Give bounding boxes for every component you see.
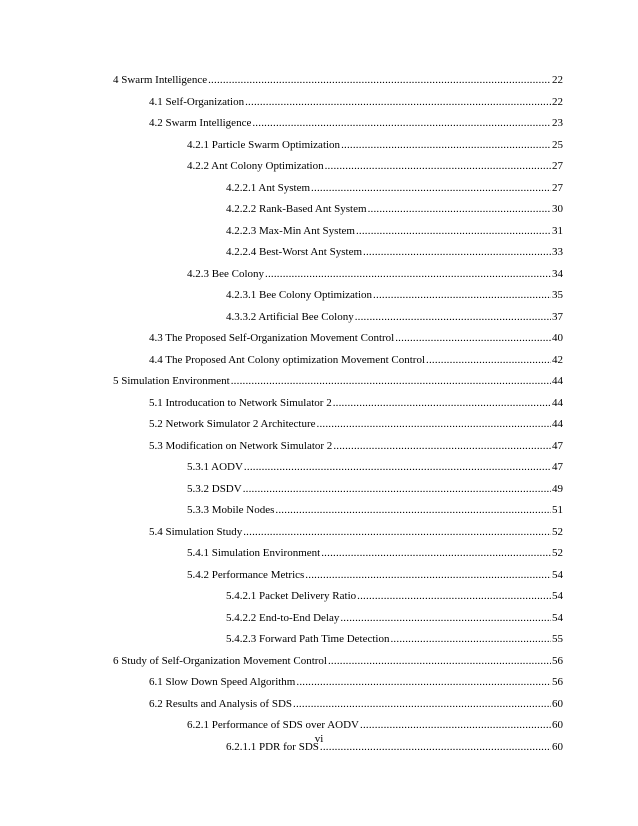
toc-dot-leader — [293, 697, 551, 711]
toc-entry-title: 6.1 Slow Down Speed Algorithm — [149, 676, 296, 688]
toc-dot-leader — [245, 95, 551, 109]
toc-entry-page: 56 — [552, 676, 563, 688]
toc-dot-leader — [395, 331, 551, 345]
toc-entry-title: 4.2.2.2 Rank-Based Ant System — [226, 203, 367, 215]
toc-entry-title: 5.4.2.3 Forward Path Time Detection — [226, 633, 390, 645]
toc-entry[interactable] — [226, 181, 563, 195]
toc-dot-leader — [296, 675, 551, 689]
toc-entry-page: 31 — [552, 224, 563, 237]
toc-entry-page: 47 — [552, 439, 563, 452]
toc-entry[interactable] — [149, 675, 563, 689]
toc-entry-page: 52 — [552, 547, 563, 559]
toc-dot-leader — [356, 224, 551, 238]
toc-entry-title: 4.2.2 Ant Colony Optimization — [187, 160, 324, 172]
toc-entry-title: 4.2.3 Bee Colony — [187, 267, 264, 280]
toc-entry-page: 54 — [552, 590, 563, 602]
toc-entry-page: 51 — [552, 504, 563, 516]
toc-entry-page: 30 — [552, 203, 563, 215]
toc-entry-page: 40 — [552, 332, 563, 344]
toc-entry-title: 4.2.2.4 Best-Worst Ant System — [226, 246, 363, 258]
toc-entry[interactable] — [149, 95, 563, 109]
toc-entry-title: 6 Study of Self-Organization Movement Control — [113, 654, 327, 667]
toc-entry[interactable] — [226, 224, 563, 238]
toc-entry-title: 5.4.2.1 Packet Delivery Ratio — [226, 590, 357, 602]
page-number: vi — [314, 733, 324, 745]
toc-dot-leader — [231, 374, 551, 388]
toc-entry[interactable] — [187, 460, 563, 474]
toc-entry-title: 6.2.1.1 PDR for SDS — [226, 740, 319, 753]
toc-entry-title: 6.2.1 Performance of SDS over AODV — [187, 719, 359, 731]
toc-entry-page: 33 — [552, 246, 563, 258]
toc-dot-leader — [275, 503, 551, 517]
toc-entry-page: 60 — [552, 719, 563, 731]
toc-dot-leader — [252, 116, 551, 130]
toc-entry-page: 22 — [552, 95, 563, 108]
toc-entry-title: 4.3.3.2 Artificial Bee Colony — [226, 310, 354, 323]
toc-entry-title: 4.4 The Proposed Ant Colony optimization Movement Control — [149, 353, 426, 366]
toc-entry[interactable] — [149, 417, 563, 431]
toc-dot-leader — [333, 439, 551, 453]
toc-dot-leader — [363, 245, 551, 259]
toc-dot-leader — [426, 353, 551, 367]
toc-dot-leader — [305, 568, 551, 582]
toc-entry-page: 27 — [552, 160, 563, 172]
toc-entry-title: 5.4 Simulation Study — [149, 525, 243, 538]
toc-entry[interactable] — [149, 116, 563, 130]
toc-entry[interactable] — [113, 374, 563, 388]
toc-entry-title: 5.1 Introducation to Network Simulator 2 — [149, 396, 332, 409]
toc-entry-page: 44 — [552, 418, 563, 430]
toc-entry[interactable] — [226, 245, 563, 259]
toc-entry-page: 22 — [552, 74, 563, 86]
toc-dot-leader — [265, 267, 551, 281]
toc-entry-title: 5.2 Network Simulator 2 Architecture — [149, 418, 316, 430]
toc-dot-leader — [244, 460, 551, 474]
toc-entry[interactable] — [187, 482, 563, 496]
toc-entry-page: 56 — [552, 654, 563, 667]
toc-entry-title: 5.4.1 Simulation Environment — [187, 547, 321, 559]
toc-dot-leader — [208, 73, 551, 87]
toc-dot-leader — [333, 396, 551, 410]
toc-entry-title: 4.2.2.3 Max-Min Ant System — [226, 224, 355, 237]
toc-entry-page: 37 — [552, 310, 563, 323]
toc-entry-title: 4.2.3.1 Bee Colony Optimization — [226, 289, 373, 301]
toc-entry-title: 4.3 The Proposed Self-Organization Movement Control — [149, 332, 395, 344]
toc-dot-leader — [360, 718, 551, 732]
toc-entry[interactable] — [187, 568, 563, 582]
toc-entry-title: 5 Simulation Environment — [113, 375, 230, 387]
toc-dot-leader — [368, 202, 551, 216]
toc-entry-page: 44 — [552, 396, 563, 409]
toc-entry-page: 34 — [552, 267, 563, 280]
toc-dot-leader — [243, 525, 551, 539]
toc-entry-title: 5.3 Modification on Network Simulator 2 — [149, 439, 333, 452]
toc-entry[interactable] — [113, 73, 563, 87]
toc-dot-leader — [243, 482, 551, 496]
toc-dot-leader — [321, 546, 551, 560]
toc-dot-leader — [341, 138, 551, 152]
toc-dot-leader — [340, 611, 551, 625]
toc-dot-leader — [328, 654, 551, 668]
toc-dot-leader — [355, 310, 551, 324]
toc-entry[interactable] — [226, 589, 563, 603]
toc-entry-page: 60 — [552, 740, 563, 753]
toc-entry-page: 35 — [552, 289, 563, 301]
toc-entry-page: 60 — [552, 697, 563, 710]
toc-entry[interactable] — [187, 546, 563, 560]
toc-entry-title: 4.1 Self-Organization — [149, 95, 245, 108]
toc-entry[interactable] — [187, 267, 563, 281]
toc-entry-page: 55 — [552, 633, 563, 645]
toc-entry[interactable] — [149, 353, 563, 367]
toc-entry-page: 44 — [552, 375, 563, 387]
toc-entry-page: 52 — [552, 525, 563, 538]
toc-entry-page: 25 — [552, 138, 563, 151]
toc-entry-page: 54 — [552, 611, 563, 624]
toc-entry-page: 27 — [552, 181, 563, 194]
toc-entry-title: 5.3.2 DSDV — [187, 482, 242, 495]
toc-entry[interactable] — [187, 138, 563, 152]
toc-entry[interactable] — [226, 611, 563, 625]
toc-entry-title: 5.3.1 AODV — [187, 461, 243, 473]
toc-entry[interactable] — [226, 202, 563, 216]
toc-entry[interactable] — [149, 396, 563, 410]
toc-dot-leader — [357, 589, 551, 603]
toc-entry-page: 54 — [552, 568, 563, 581]
toc-entry[interactable] — [149, 525, 563, 539]
toc-entry-title: 5.3.3 Mobile Nodes — [187, 504, 275, 516]
toc-entry-page: 47 — [552, 461, 563, 473]
toc-entry[interactable] — [226, 632, 563, 646]
toc-entry[interactable] — [226, 288, 563, 302]
toc-entry-title: 6.2 Results and Analysis of SDS — [149, 697, 293, 710]
toc-dot-leader — [325, 159, 551, 173]
toc-entry-title: 4.2.2.1 Ant System — [226, 181, 311, 194]
toc-entry-page: 49 — [552, 482, 563, 495]
toc-entry[interactable] — [113, 654, 563, 668]
toc-entry-title: 5.4.2.2 End-to-End Delay — [226, 611, 340, 624]
toc-entry-page: 23 — [552, 117, 563, 129]
toc-entry[interactable] — [187, 718, 563, 732]
toc-entry[interactable] — [187, 503, 563, 517]
toc-dot-leader — [373, 288, 551, 302]
toc-dot-leader — [317, 417, 552, 431]
toc-entry-title: 4 Swarm Intelligence — [113, 74, 208, 86]
toc-entry-title: 4.2.1 Particle Swarm Optimization — [187, 138, 341, 151]
toc-entry[interactable] — [149, 439, 563, 453]
toc-entry[interactable] — [187, 159, 563, 173]
toc-dot-leader — [311, 181, 551, 195]
toc-entry[interactable] — [226, 310, 563, 324]
toc-entry-page: 42 — [552, 353, 563, 366]
toc-entry[interactable] — [149, 697, 563, 711]
toc-entry-title: 4.2 Swarm Intelligence — [149, 117, 252, 129]
toc-entry[interactable] — [149, 331, 563, 345]
toc-dot-leader — [390, 632, 551, 646]
toc-entry-title: 5.4.2 Performance Metrics — [187, 568, 305, 581]
